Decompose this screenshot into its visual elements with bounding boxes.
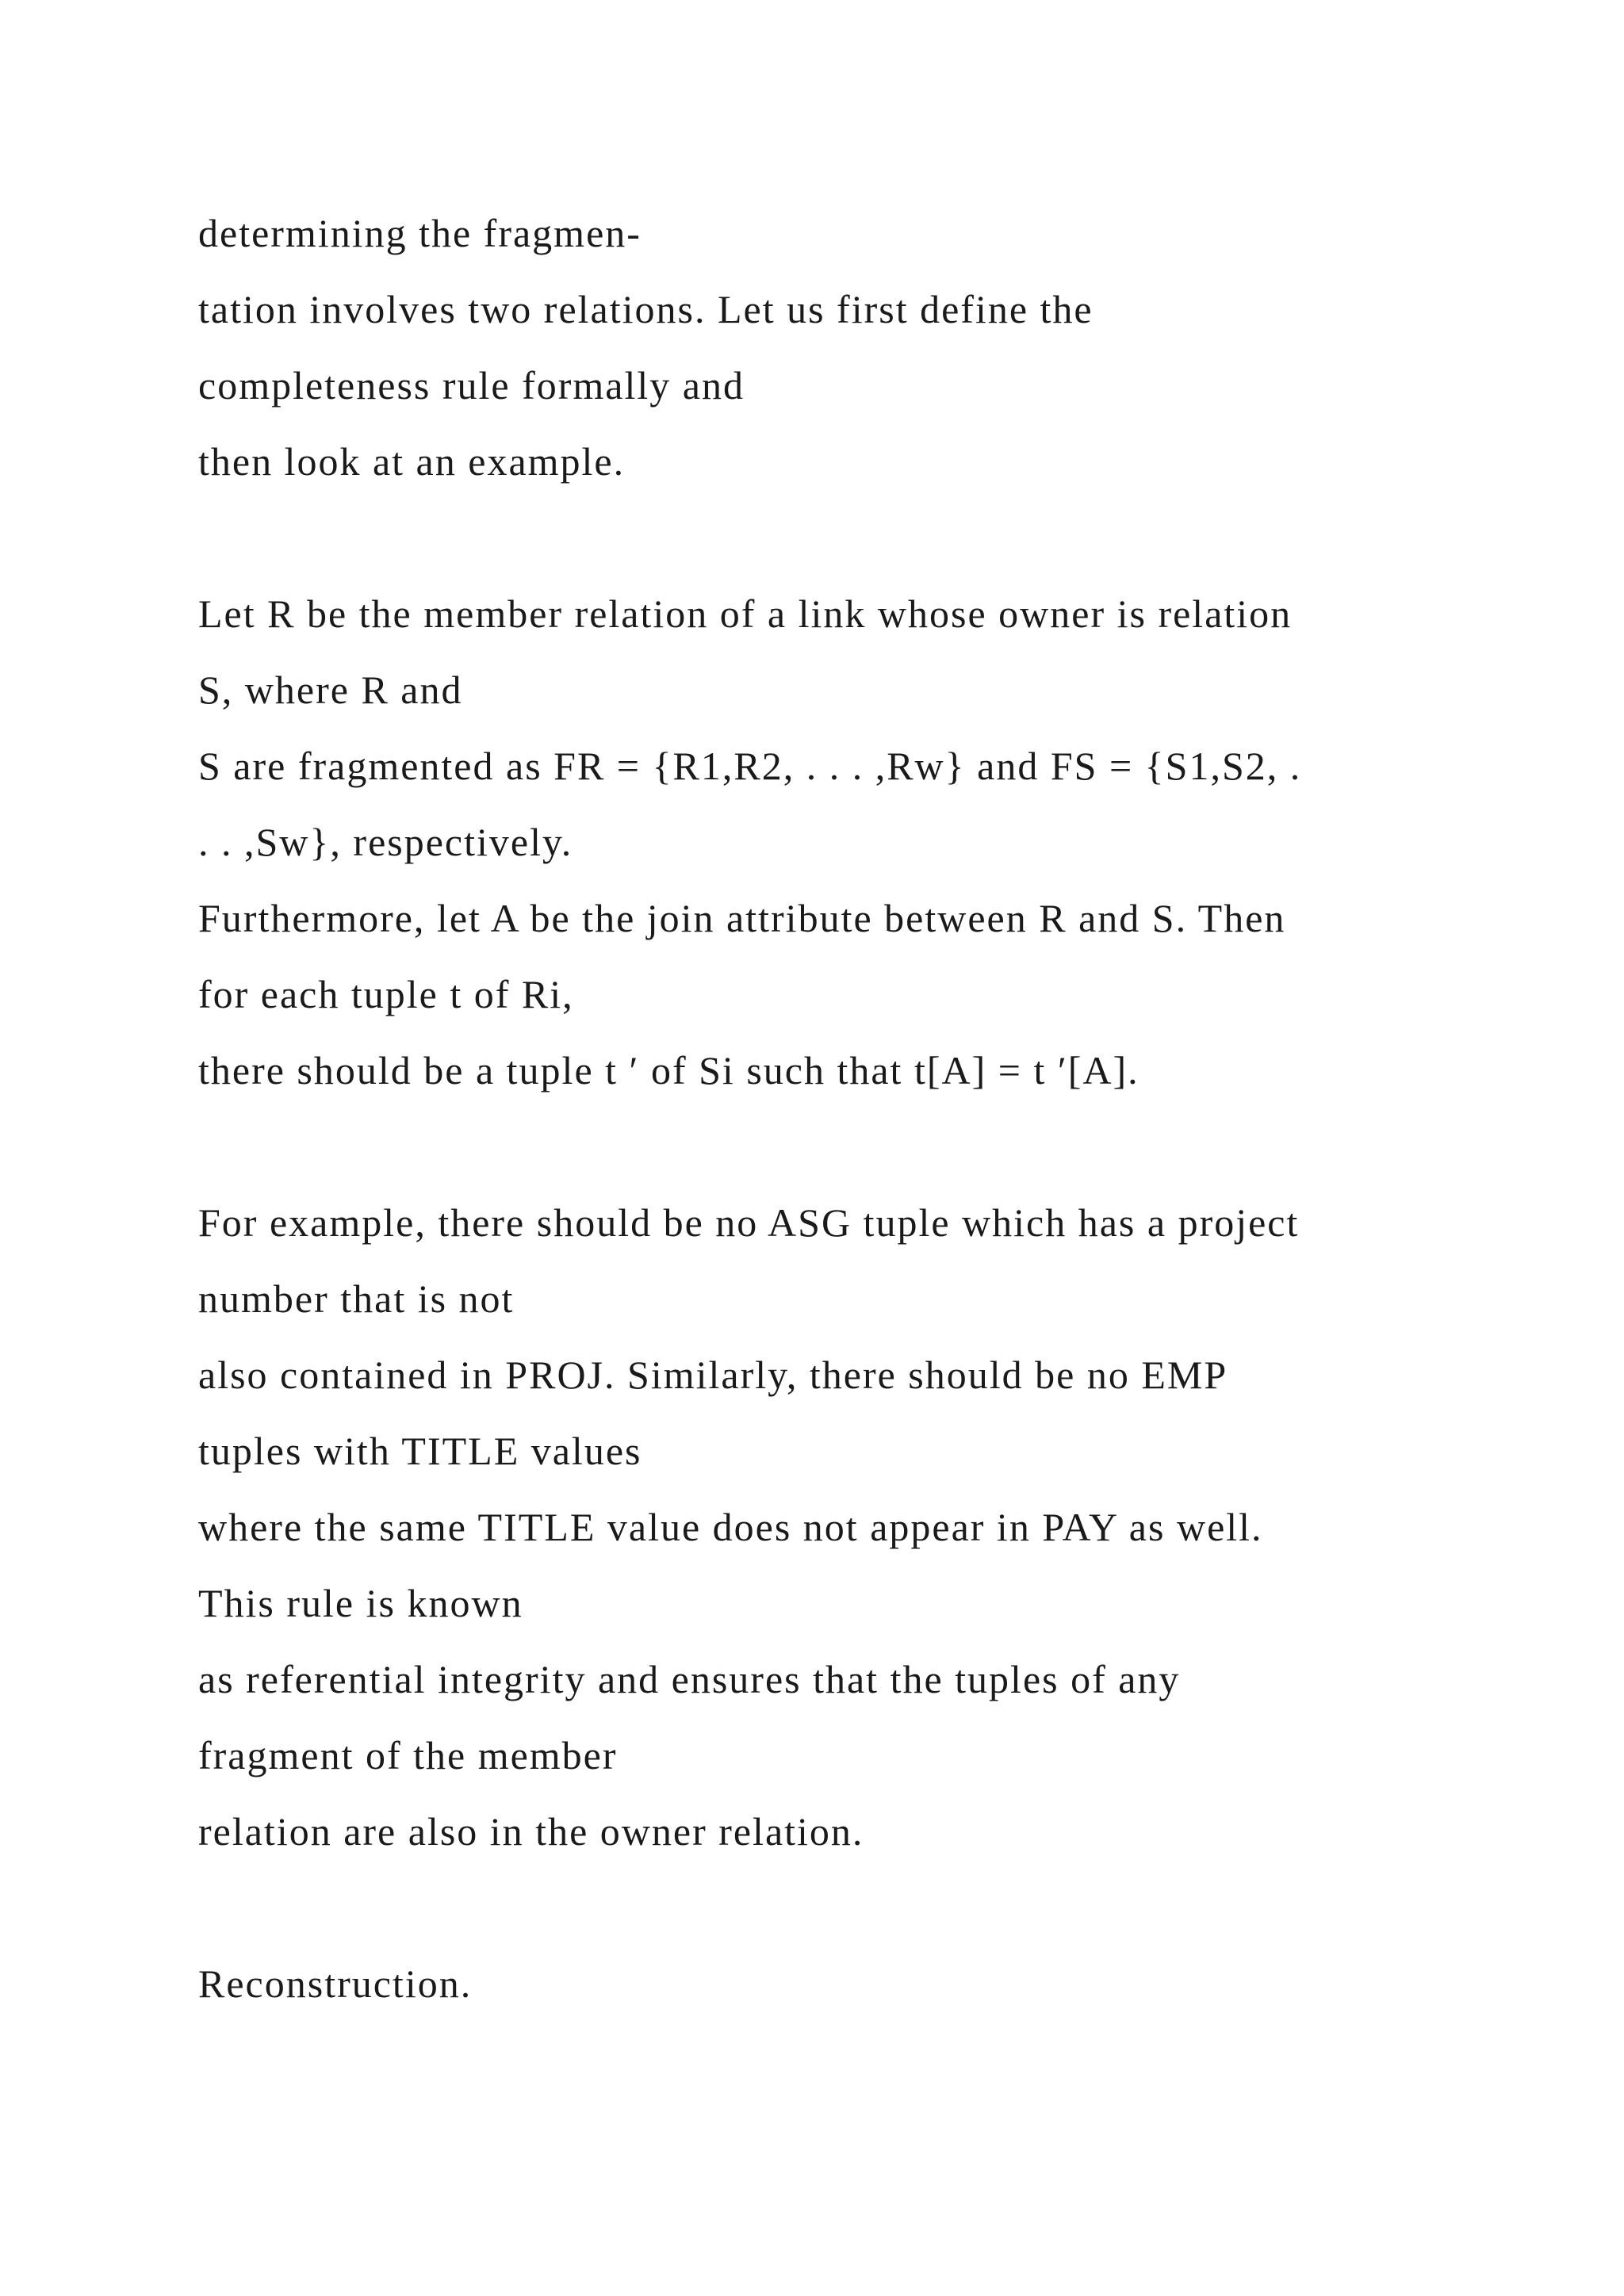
- text-line: determining the fragmen-: [198, 211, 642, 255]
- section-heading: Reconstruction.: [198, 1961, 473, 2006]
- document-body: [198, 195, 1546, 2022]
- paragraph-gap: [198, 499, 1546, 576]
- paragraph-gap: [198, 1108, 1546, 1184]
- paragraph-gap: [198, 1869, 1546, 1946]
- text-line: where the same TITLE value does not appear in PAY as well.: [198, 1505, 1263, 1549]
- text-line: fragment of the member: [198, 1733, 618, 1777]
- text-line: tuples with TITLE values: [198, 1429, 642, 1473]
- text-line: there should be a tuple t ′ of Si such that t[A] = t ′[A].: [198, 1048, 1139, 1093]
- text-line: then look at an example.: [198, 439, 626, 484]
- text-line: relation are also in the owner relation.: [198, 1809, 864, 1854]
- text-line: For example, there should be no ASG tuple which has a project: [198, 1200, 1300, 1245]
- text-line: Furthermore, let A be the join attribute between R and S. Then: [198, 896, 1286, 940]
- text-line: S are fragmented as FR = {R1,R2, . . . ,Rw} and FS = {S1,S2, .: [198, 744, 1302, 788]
- text-line: Let R be the member relation of a link whose owner is relation: [198, 591, 1293, 636]
- paragraph-1: [198, 195, 1546, 499]
- paragraph-2: [198, 576, 1546, 1108]
- text-line: This rule is known: [198, 1581, 523, 1625]
- text-line: for each tuple t of Ri,: [198, 972, 574, 1016]
- text-line: tation involves two relations. Let us first define the: [198, 287, 1094, 331]
- text-line: . . ,Sw}, respectively.: [198, 820, 573, 864]
- paragraph-4: [198, 1946, 1546, 2022]
- text-line: also contained in PROJ. Similarly, there should be no EMP: [198, 1353, 1228, 1397]
- text-line: number that is not: [198, 1276, 515, 1321]
- text-line: completeness rule formally and: [198, 363, 745, 408]
- text-line: as referential integrity and ensures that the tuples of any: [198, 1657, 1181, 1701]
- paragraph-3: [198, 1184, 1546, 1869]
- text-line: S, where R and: [198, 668, 463, 712]
